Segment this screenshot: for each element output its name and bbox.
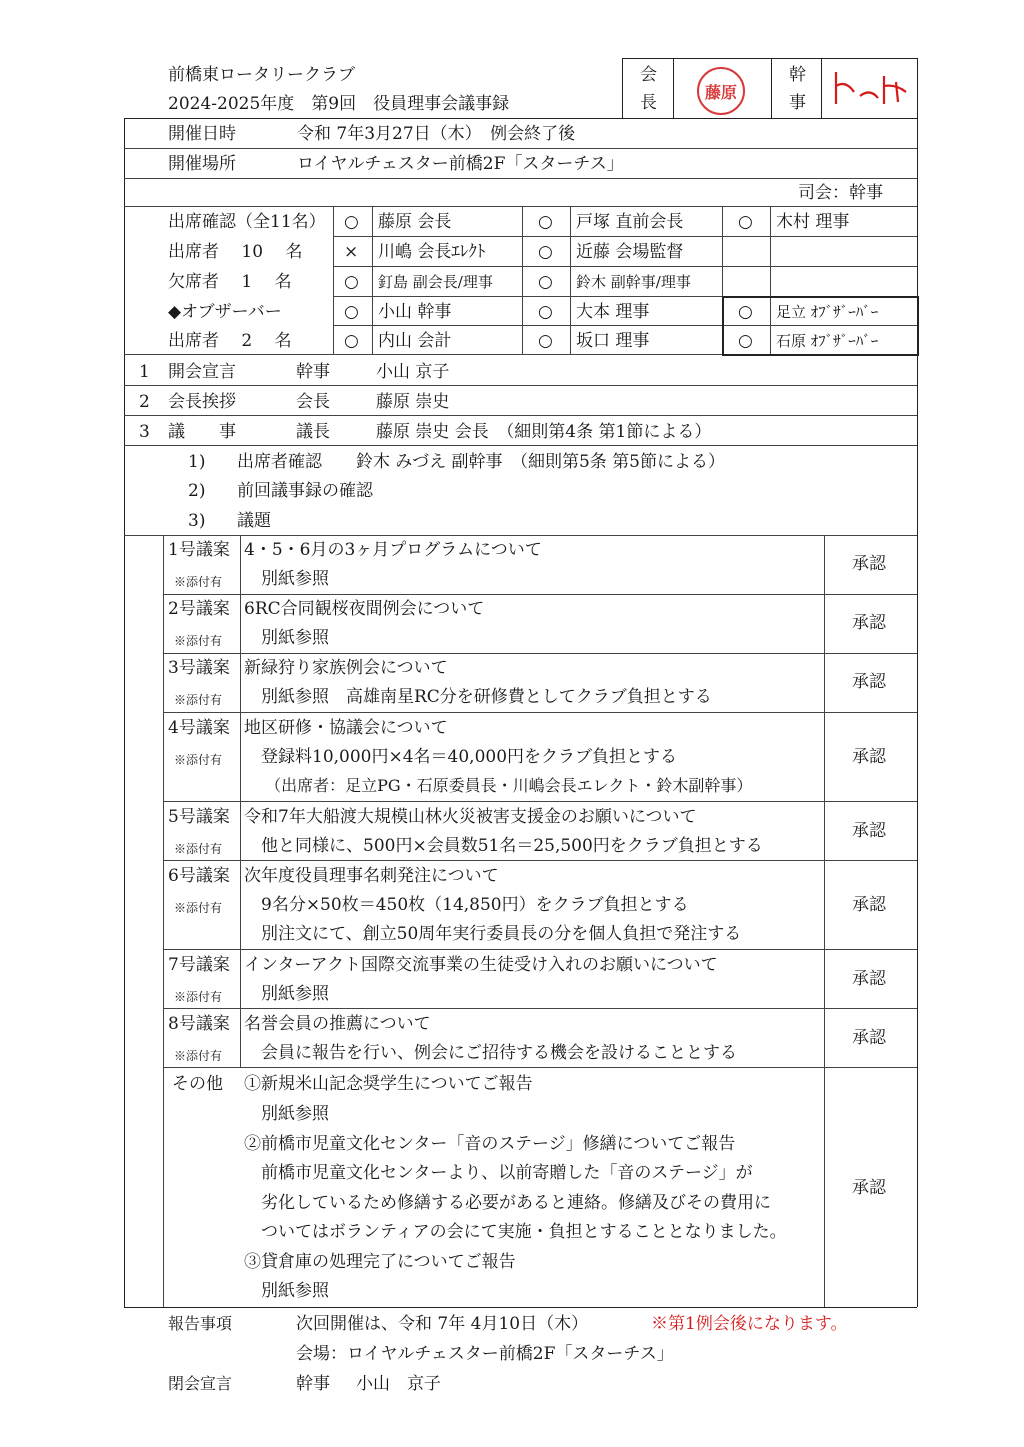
- motion-text: インターアクト国際交流事業の生徒受け入れのお願いについて: [244, 955, 718, 975]
- agenda-number: 3: [139, 422, 150, 442]
- motion-text: 6RC合同観桜夜間例会について: [244, 599, 485, 619]
- attendee-name: 木村 理事: [776, 212, 850, 232]
- other-text: ①新規米山記念奨学生についてご報告: [244, 1074, 533, 1094]
- attendee-name: 坂口 理事: [576, 331, 650, 351]
- attendance-label: 出席確認（全11名）: [168, 212, 326, 232]
- sub-item-number: 1): [188, 452, 206, 472]
- agenda-person: 藤原 崇史 会長 （細則第4条 第1節による）: [376, 422, 712, 442]
- motion-number: 1号議案: [168, 540, 230, 560]
- motion-number: 3号議案: [168, 658, 230, 678]
- closing-label: 閉会宣言: [168, 1374, 233, 1393]
- sub-item-text: 出席者確認 鈴木 みづえ 副幹事 （細則第5条 第5節による）: [237, 452, 726, 472]
- attendance-mark: ○: [738, 302, 753, 322]
- attendee-name: 大本 理事: [576, 302, 650, 322]
- president-label-1: 会: [640, 65, 657, 85]
- motion-text: 名誉会員の推薦について: [244, 1014, 431, 1034]
- other-text: 前橋市児童文化センターより、以前寄贈した「音のステージ」が: [244, 1163, 753, 1183]
- president-label-2: 長: [640, 93, 657, 113]
- agenda-role: 議長: [296, 422, 330, 442]
- president-seal: [697, 67, 745, 115]
- agenda-number: 2: [139, 392, 150, 412]
- attendance-mark: ○: [738, 331, 753, 351]
- motion-text: 別紙参照 高雄南星RC分を研修費としてクラブ負担とする: [244, 687, 712, 707]
- secretary-label-1: 幹: [789, 65, 806, 85]
- closing-person: 小山 京子: [356, 1374, 441, 1394]
- attendee-name: 小山 幹事: [378, 302, 452, 322]
- attendance-label: 出席者 10 名: [168, 242, 303, 262]
- attendance-mark: ○: [344, 331, 359, 351]
- document-title: 2024-2025年度 第9回 役員理事会議事録: [168, 94, 510, 114]
- motion-number: 2号議案: [168, 599, 230, 619]
- attendance-mark: ×: [344, 242, 359, 262]
- sub-item-text: 前回議事録の確認: [237, 481, 373, 501]
- sub-item-number: 3): [188, 511, 206, 531]
- other-text: ③貸倉庫の処理完了についてご報告: [244, 1252, 516, 1272]
- attendance-mark: ○: [538, 212, 553, 232]
- attendance-mark: ○: [538, 302, 553, 322]
- agenda-role: 幹事: [296, 362, 330, 382]
- secretary-label-2: 事: [789, 93, 806, 113]
- attachment-note: ※添付有: [174, 842, 223, 856]
- attendee-name: 内山 会計: [378, 331, 452, 351]
- motion-number: 5号議案: [168, 807, 230, 827]
- attendee-name: 藤原 会長: [378, 212, 452, 232]
- motion-text: 他と同様に、500円×会員数51名＝25,500円をクラブ負担とする: [244, 836, 763, 856]
- attendee-name: 戸塚 直前会長: [576, 212, 684, 232]
- motion-result: 承認: [852, 613, 886, 633]
- date-value: 令和 7年3月27日（木） 例会終了後: [297, 124, 576, 144]
- attachment-note: ※添付有: [174, 693, 223, 707]
- motion-text: 別紙参照: [244, 569, 329, 589]
- attendance-mark: ○: [344, 272, 359, 292]
- motion-text: 新緑狩り家族例会について: [244, 658, 448, 678]
- motion-text: （出席者：足立PG・石原委員長・川嶋会長エレクト・鈴木副幹事）: [244, 776, 753, 795]
- attendance-label: 出席者 2 名: [168, 331, 292, 351]
- attachment-note: ※添付有: [174, 634, 223, 648]
- other-label: その他: [172, 1074, 223, 1094]
- attendee-name: 鈴木 副幹事/理事: [576, 273, 691, 291]
- other-result: 承認: [852, 1178, 886, 1198]
- other-text: ついてはボランティアの会にて実施・負担とすることとなりました。: [244, 1222, 787, 1242]
- motion-number: 7号議案: [168, 955, 230, 975]
- motion-result: 承認: [852, 969, 886, 989]
- attachment-note: ※添付有: [174, 1049, 223, 1063]
- motion-text: 別注文にて、創立50周年実行委員長の分を個人負担で発注する: [244, 924, 742, 944]
- agenda-number: 1: [139, 362, 150, 382]
- attendee-name: 近藤 会場監督: [576, 242, 684, 262]
- motion-result: 承認: [852, 672, 886, 692]
- motion-result: 承認: [852, 821, 886, 841]
- other-text: ②前橋市児童文化センター「音のステージ」修繕についてご報告: [244, 1134, 736, 1154]
- place-value: ロイヤルチェスター前橋2F「スターチス」: [297, 154, 624, 174]
- place-label: 開催場所: [168, 154, 236, 174]
- motion-text: 別紙参照: [244, 628, 329, 648]
- attendance-mark: ○: [538, 242, 553, 262]
- agenda-role: 会長: [296, 392, 330, 412]
- closing-role: 幹事: [296, 1374, 330, 1394]
- attendance-label: 欠席者 1 名: [168, 272, 292, 292]
- motion-text: 会員に報告を行い、例会にご招待する機会を設けることとする: [244, 1043, 737, 1063]
- motion-number: 4号議案: [168, 718, 230, 738]
- attendance-mark: ○: [538, 331, 553, 351]
- motion-number: 8号議案: [168, 1014, 230, 1034]
- attachment-note: ※添付有: [174, 990, 223, 1004]
- motion-text: 次年度役員理事名刺発注について: [244, 866, 499, 886]
- motion-text: 地区研修・協議会について: [244, 718, 448, 738]
- other-text: 別紙参照: [244, 1281, 329, 1301]
- attendee-name: 足立 ｵﾌﾞｻﾞｰﾊﾞｰ: [776, 303, 879, 321]
- sub-item-text: 議題: [237, 511, 271, 531]
- agenda-label: 会長挨拶: [168, 392, 236, 412]
- motion-number: 6号議案: [168, 866, 230, 886]
- club-name: 前橋東ロータリークラブ: [168, 65, 355, 85]
- attendee-name: 石原 ｵﾌﾞｻﾞｰﾊﾞｰ: [776, 332, 879, 350]
- next-meeting: 次回開催は、令和 7年 4月10日（木）: [296, 1314, 589, 1334]
- motion-text: 令和7年大船渡大規模山林火災被害支援金のお願いについて: [244, 807, 697, 827]
- attendee-name: 釘島 副会長/理事: [378, 273, 493, 291]
- attendance-mark: ○: [738, 212, 753, 232]
- secretary-signature: [826, 62, 914, 114]
- attendee-name: 川嶋 会長ｴﾚｸﾄ: [378, 242, 486, 262]
- motion-text: 4・5・6月の3ヶ月プログラムについて: [244, 540, 542, 560]
- motion-result: 承認: [852, 747, 886, 767]
- agenda-person: 藤原 崇史: [376, 392, 450, 412]
- venue: 会場：ロイヤルチェスター前橋2F「スターチス」: [296, 1344, 674, 1364]
- report-label: 報告事項: [168, 1314, 233, 1333]
- sub-item-number: 2): [188, 481, 206, 501]
- chair-role: 司会：幹事: [798, 183, 883, 203]
- next-meeting-note: ※第1例会後になります。: [651, 1314, 848, 1334]
- attachment-note: ※添付有: [174, 901, 223, 915]
- motion-text: 別紙参照: [244, 984, 329, 1004]
- motion-text: 9名分×50枚＝450枚（14,850円）をクラブ負担とする: [244, 895, 689, 915]
- attendance-mark: ○: [538, 272, 553, 292]
- motion-result: 承認: [852, 1028, 886, 1048]
- attachment-note: ※添付有: [174, 753, 223, 767]
- date-label: 開催日時: [168, 124, 236, 144]
- motion-result: 承認: [852, 895, 886, 915]
- agenda-label: 開会宣言: [168, 362, 236, 382]
- other-text: 劣化しているため修繕する必要があると連絡。修繕及びその費用に: [244, 1193, 771, 1213]
- president-seal-text: 藤原: [704, 83, 737, 102]
- motion-text: 登録料10,000円×4名＝40,000円をクラブ負担とする: [244, 747, 678, 767]
- attachment-note: ※添付有: [174, 575, 223, 589]
- motion-result: 承認: [852, 554, 886, 574]
- agenda-label: 議 事: [168, 422, 236, 442]
- other-text: 別紙参照: [244, 1104, 329, 1124]
- attendance-mark: ○: [344, 302, 359, 322]
- attendance-mark: ○: [344, 212, 359, 232]
- agenda-person: 小山 京子: [376, 362, 450, 382]
- attendance-label: ◆オブザーバー: [168, 302, 282, 322]
